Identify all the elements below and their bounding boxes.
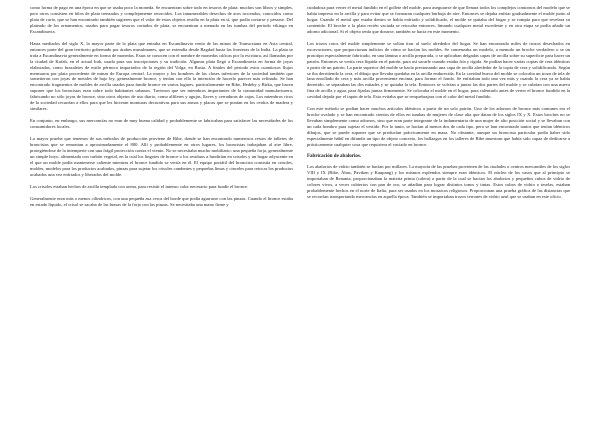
- left-paragraph-2: Hasta mediados del siglo X, la mayor parte de la plata que entraba en Escandinavia venía de las minas de Transoxiana en Asia central, entonces parte del gran territorio gobernado por árabes musulmanes, que se extendía desde Bagdad hasta las fronteras de la India. La plata se traía a Escandinavia generalmente en forma de monedas. Estas se conocen con el nombre de monedas cúficas por la escritura, así llamadas por la ciudad de Kufah, en el actual Irak, usada para sus inscripciones y su tradición. Algunas plata llegó a Escandinavia en forma de joyas elaboradas, como brazaletes de estilo pérmico importados de la región del Volga, en Rusia. A finales del periodo estos cuantiosos flujos mermaron por plata procedente de minas de Europa central. La mayor y los hombres de las clases inferiores de la sociedad también que sometieron con joyas de metales de bajo ley, generalmente bronce, y tenían con ello la intención de hacerlo parecer más refinado. Se han encontrado fragmentos de moldes de arcilla usados para fundir bronce en varios lugares, particularmente en Ribe, Hedeby y Birka, que hacen suponer que los broncistas eran sobre todo habitantes urbanos. Tuvieron que ser miembros importantes de la comunidad manufacturera, fabricando no sólo joyas de bronce, sino otros objetos de uso diario, como alfileres y agujas, llaves y cerraduras de cajas. Los miembros ricos de la sociedad recurrían a ellos para que les hicieran monturas decorativas para sus armas y placas que se ponían en los cerdos de madera y similares.: [30, 40, 293, 112]
- right-paragraph-3: Con este método se podían hacer muchos artículos idénticos a partir de un solo patrón. Uno de los adornos de bronce más comunes era el broche ovalado y se han encontrado cientos de ellos en tumbas de mujeres de clase alta que datan de los siglos IX y X. Estos broches no se llevaban simplemente como adornos, sino que eran parte integrante de la indumentaria de una mujer de alto posición social y se llevaban con un cada hombro para sujetar el vestido. Por lo tanto, se hacían al menos dos de cada tipo, pero se han encontrado tantos que tenían idénticos dibujos, que se puede suponer que se producían prácticamente en masa. No obstante, aunque un broncista particular podía haber sido especialmente hábil en difundir un tipo de objeto concreto, los hallazgos en los talleres de Ribe muestran que había sido capaz de dedicarse a prácticamente cualquier cosa que requiriera el vaciado en bronce.: [307, 106, 570, 148]
- right-paragraph-2: Los trozos rotos del molde simplemente se solían tirar al suelo alrededor del hogar. Se han encontrado miles de trozos desechados en excavaciones, que proporcionan indicios de cómo se hacían los moldes. Se comenzaba un modelo, a menudo un broche verdadero o se un prototipo especialmente fabricado, en una lámina o arcilla preparada, o se aplicaban delgadas capas de arcilla sobre su superficie para hacer un patrón. Entonces se vertía cera líquida en el patrón, para así sacarle cuando estaba fría y rígida. Se podían hacer varias copias de cera idénticas a partir de un patrón. La parte superior del molde se hacía presionando una capa de arcilla alrededor de la copia de cera y solidificando. Según se iba derritiendo la cera, el dibujo que llevaba quedaba en la arcilla endurecida. En la cavidad hueca del molde se colocaba un trozo de tela de lana enrollado de cera y más arcilla proveniente encima, para formar el fondo. Se enfriaban todo una vez más y cuando la cera ya se había derretido, se separaban las dos mitades y se quitaba la tela. Entonces se volvían a juntar las dos partes del molde y se cubrían con una nueva fina de arcilla y agua, para fijarlas juntas firmemente. Se colocaba el molde en el hogar, para calentarlo antes de verter el bronce fundido en la cavidad dejada por el tapón de tela. Esto evitaba que se resquebrajara con el calor del metal fundido.: [307, 40, 570, 100]
- left-paragraph-6: Generalmente eran más o menos cilíndricos, con una pequeña asa cerca del borde que podía agarrarse con las pinzas. Cuando el bronce estaba en estado líquido, el crisol se sacaba de las brasas de la forja con las pinzas. Se necesitaba una mano firme y: [30, 195, 293, 207]
- right-paragraph-1: cuidadosa para verter el metal fundido en el gollete del molde, para asegurarse de que llenara todos los complejos contornos del modelo que se había impreso en la arcilla y para evitar que se formaran cualquier burbuja de aire. Entonces se dejaba enfriar gradualmente el molde junto al hogar. Cuando el metal que estaba dentro se había enfriado y solidificado, el molde se quitaba del hogar y se rompía para que revelara su contenido. El broche o la plata recién vaciada se retocaba entonces, limando cualquier metal excedente y en otra etapa se podía añadir un adorno adicional. Si el objeto tenía que dorarse, también se hacía en este momento.: [307, 5, 570, 34]
- text-columns: [30, 5, 570, 424]
- left-paragraph-1: como forma de pago en una época en que se usaba poco la moneda. Se encuentran sobre todo en tesoros de plata: muchos son libros y simples, pero otros consisten en hilos de plata trenzados y complejamente retorcidos. Los innumerables desechos de aros troceados, conocidos como plata de corte, que se han encontrado también sugieren que el valor de estos objetos residía en la plata en sí, que podía cortarse y pesarse. Del plateado de los ornamentos, usados para pagar tesoros cortados de plata, se encuentran a menudo en las tumbas del periodo vikingo en Escandinavia.: [30, 5, 293, 34]
- section-heading: Fabricación de abalorios.: [307, 153, 362, 159]
- left-paragraph-3: En conjunto, en embargo, sus mercancías no eran de muy buena calidad y probablemente se fabricaban para satisfacer las necesidades de los consumidores locales.: [30, 118, 293, 130]
- right-column: [307, 5, 570, 424]
- right-paragraph-4: Los abalorios de vidrio también se hacían por millares. La mayoría de las pruebas provienen de las ciudades o centros mercantiles de los siglos VIII y IX (Ribe, Åhus, Paviken y Kaupang) y los mismos esplendos siempre eran idénticos. El núcleo de los vasos que al principio se importaban de Renania, proporcionaban la materia prima (calera) a partir de la cual se hacían los abalorios y pequeños cubos de vidrio de colores vivos, a veces cubiertos con pan de oro, se añadían para lograr distintos tonos y tintas. Estos cubos de vidrio o teselas, estaban probablemente hechos en el norte de Italia, para ser usados en los mosaicos religiosos. Proporcionan una prueba gráfica de las distancias que se recorrían transportando mercancías en aquella época. También se importaban trozos terrones de vidrio azul que se usaban en este oficio.: [307, 163, 570, 199]
- left-column: [30, 5, 293, 424]
- left-paragraph-5: Los crisoles estaban hechos de arcilla templada con arena, para resistir el intenso calor necesario para fundir el bronce.: [30, 183, 249, 189]
- left-paragraph-4: La mayor prueba que tenemos de sus métodos de producción proviene de Ribe, donde se han encontrado numerosos restos de talleres de broncistas que se remontan a aproximadamente el 800. Allí y probablemente en otros lugares, los broncistas trabajaban al aire libre, protegiéndose de la intemperie con una frágil protección contra el viento. No se necesitaba mucho mobiliario: una pequeña forja, generalmente un simple hoyo, alimentada con carbón vegetal, en la cual los lingotes de bronce o los residuos a fundirían en crisoles y un hogar adyacente en el que un molde podía mantenerse caliente mientras el bronce fundido se vertía en él. El equipo portátil del broncista consistía en crisoles, moldes, modelos para los productos acabados, pinzas para sujetar los crisoles candentes y pequeñas limas y cinceles para retocar los productos acabados una vez enfriados y liberados del molde.: [30, 136, 293, 177]
